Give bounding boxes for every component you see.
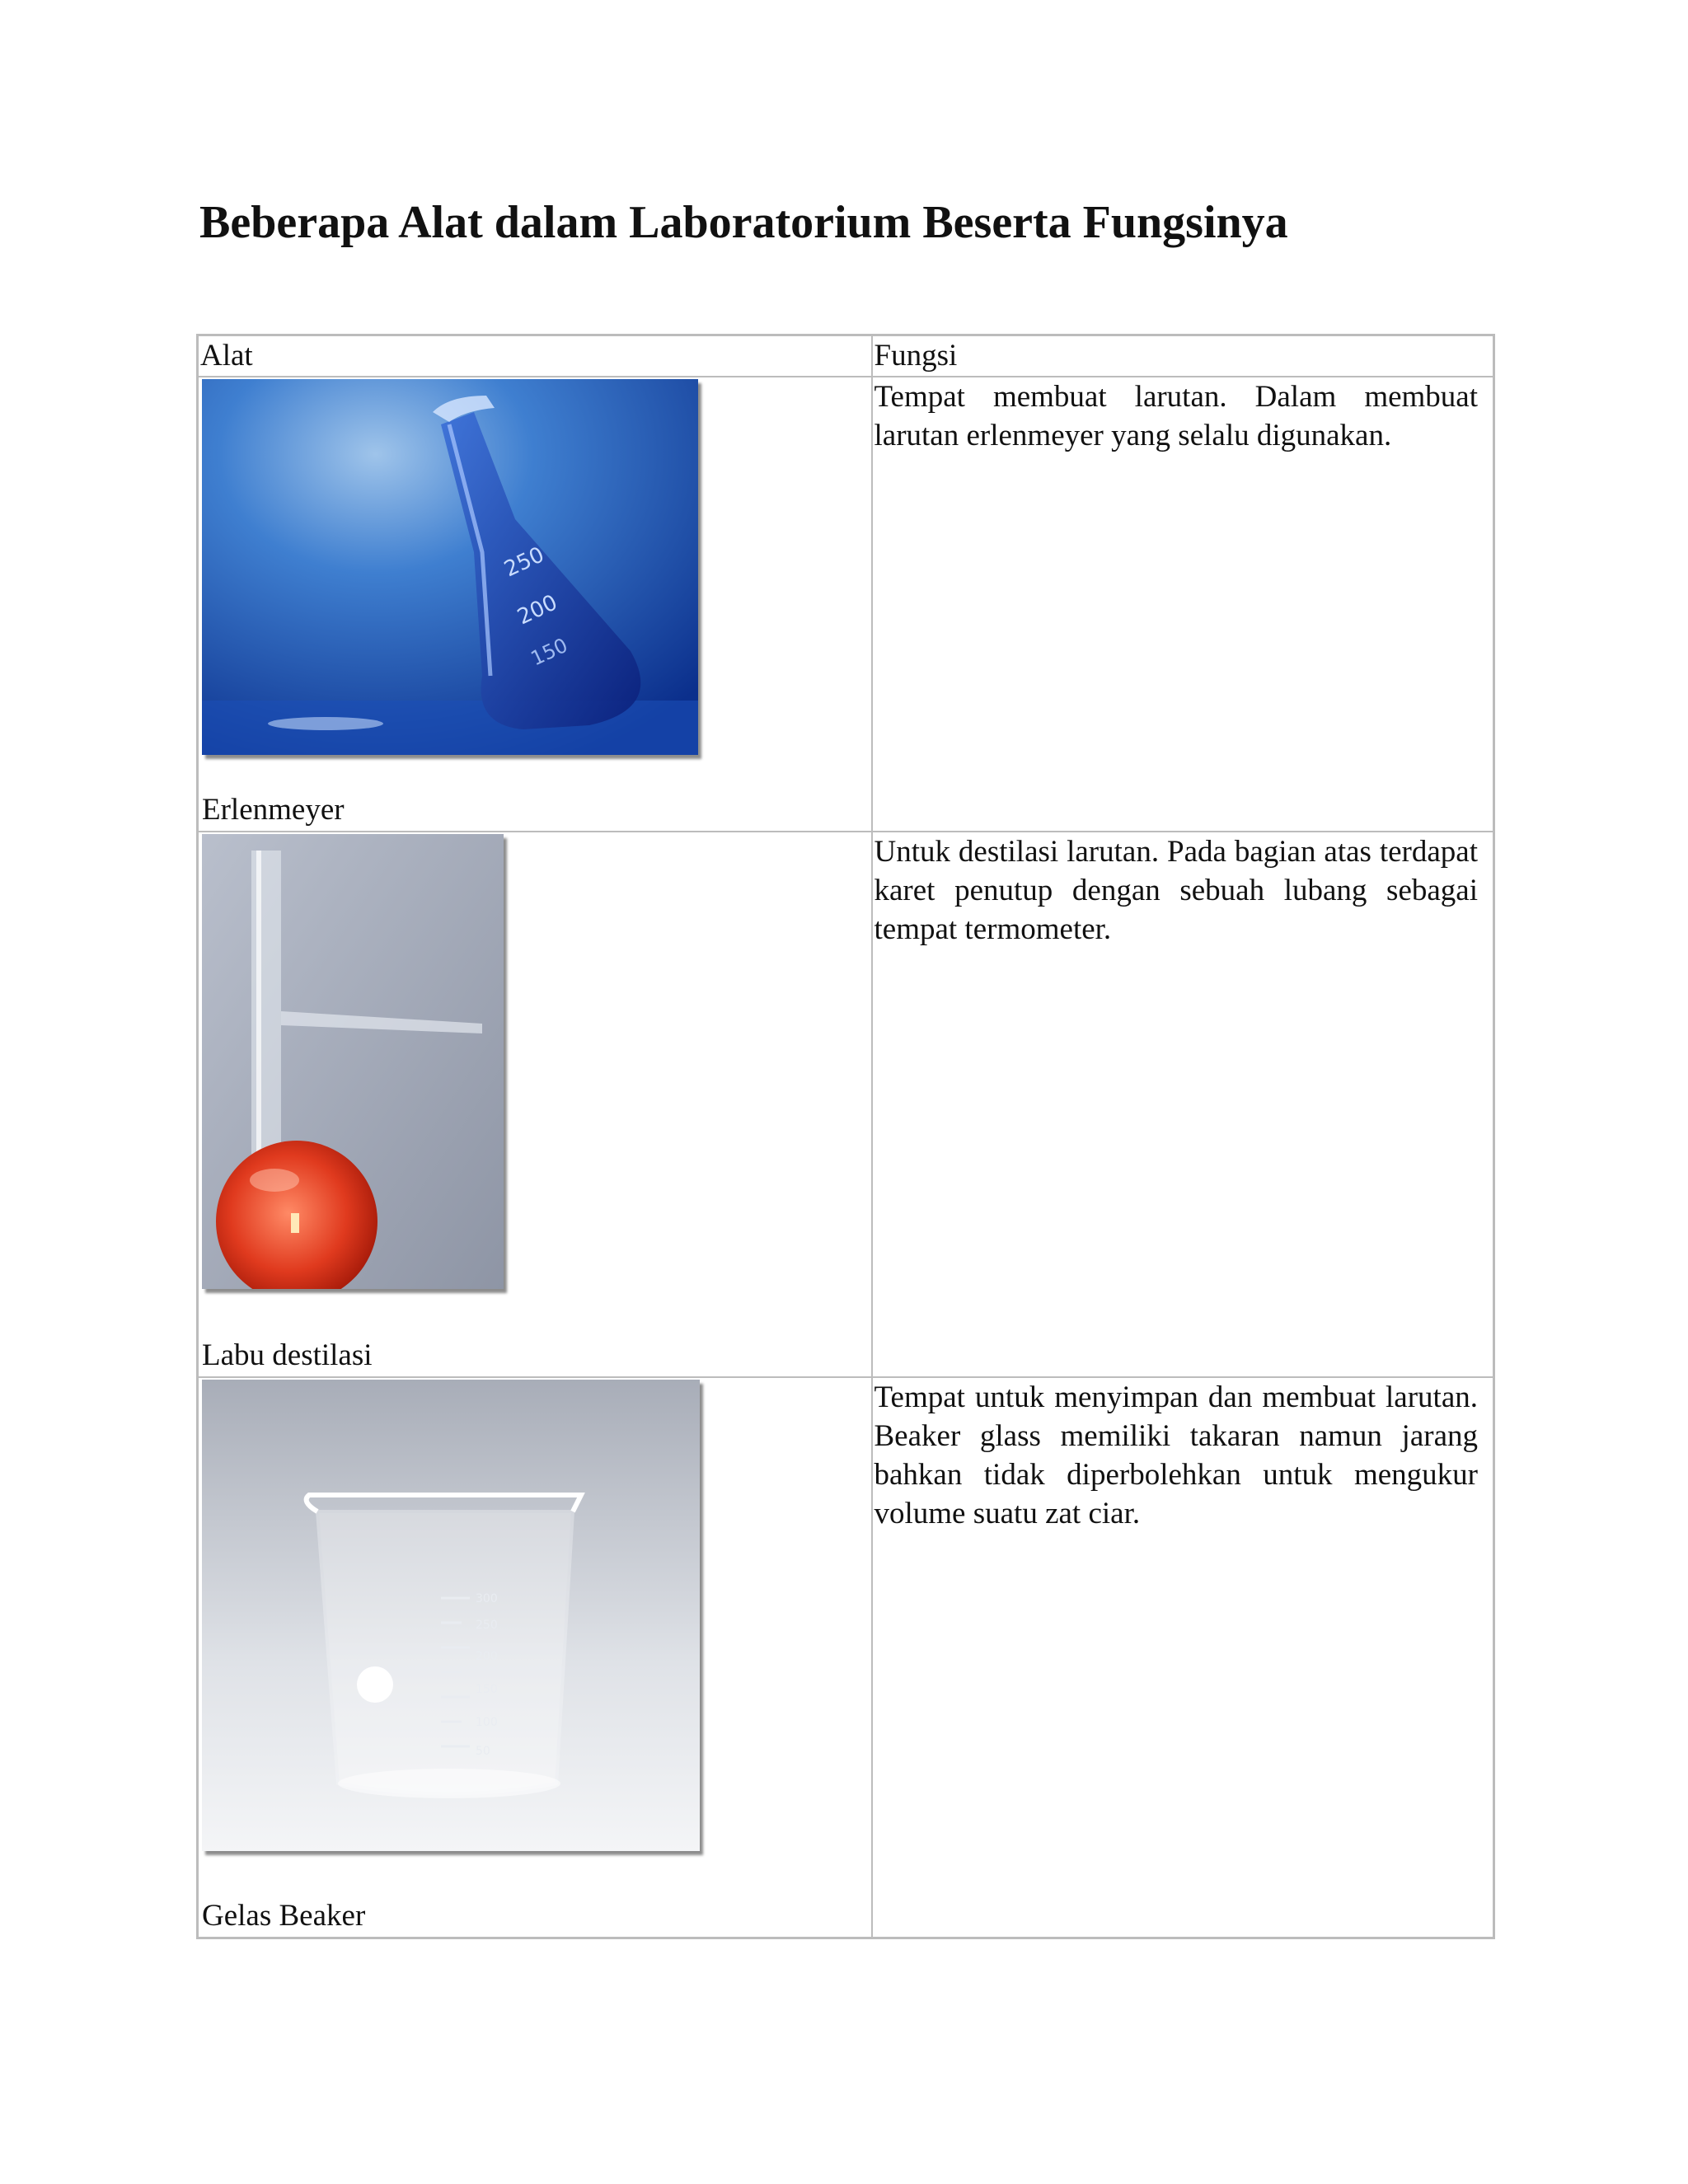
flask-mark-250: 250 bbox=[500, 542, 548, 583]
table-row bbox=[198, 1377, 1494, 1938]
tool-cell bbox=[198, 832, 872, 1377]
table-header-row bbox=[198, 335, 1494, 377]
tool-cell bbox=[198, 1377, 872, 1938]
erlenmeyer-flask-photo bbox=[202, 379, 698, 755]
table-row bbox=[198, 377, 1494, 832]
tool-description: Untuk destilasi larutan. Pada bagian atas terdapat karet penutup dengan sebuah lubang sebagai tempat termometer. bbox=[874, 835, 1478, 946]
page-title: Beberapa Alat dalam Laboratorium Beserta Fungsinya bbox=[199, 197, 1288, 248]
distillation-flask-photo bbox=[202, 834, 504, 1289]
tool-name: Labu destilasi bbox=[202, 1338, 373, 1372]
table-row bbox=[198, 832, 1494, 1377]
svg-text:100: 100 bbox=[476, 1716, 498, 1729]
function-cell bbox=[872, 1377, 1494, 1938]
function-cell bbox=[872, 832, 1494, 1377]
svg-text:300: 300 bbox=[476, 1592, 498, 1605]
tool-cell bbox=[198, 377, 872, 832]
beaker-glass-photo bbox=[202, 1380, 700, 1851]
flask-mark-200: 200 bbox=[513, 590, 561, 630]
tool-description: Tempat untuk menyimpan dan membuat larutan. Beaker glass memiliki takaran namun jarang bahkan tidak diperbolehkan untuk mengukur volume suatu zat ciar. bbox=[874, 1380, 1478, 1530]
flask-mark-150: 150 bbox=[527, 633, 572, 671]
function-cell bbox=[872, 377, 1494, 832]
svg-text:50: 50 bbox=[476, 1745, 490, 1758]
tool-description: Tempat membuat larutan. Dalam membuat larutan erlenmeyer yang selalu digunakan. bbox=[874, 380, 1478, 452]
header-fungsi: Fungsi bbox=[872, 335, 1494, 377]
svg-text:200: 200 bbox=[476, 1650, 498, 1663]
header-alat: Alat bbox=[198, 335, 872, 377]
tool-name: Gelas Beaker bbox=[202, 1899, 366, 1933]
svg-text:150: 150 bbox=[476, 1683, 498, 1696]
lab-tools-table bbox=[196, 334, 1495, 1939]
tool-name: Erlenmeyer bbox=[202, 793, 345, 827]
svg-text:250: 250 bbox=[476, 1619, 498, 1632]
